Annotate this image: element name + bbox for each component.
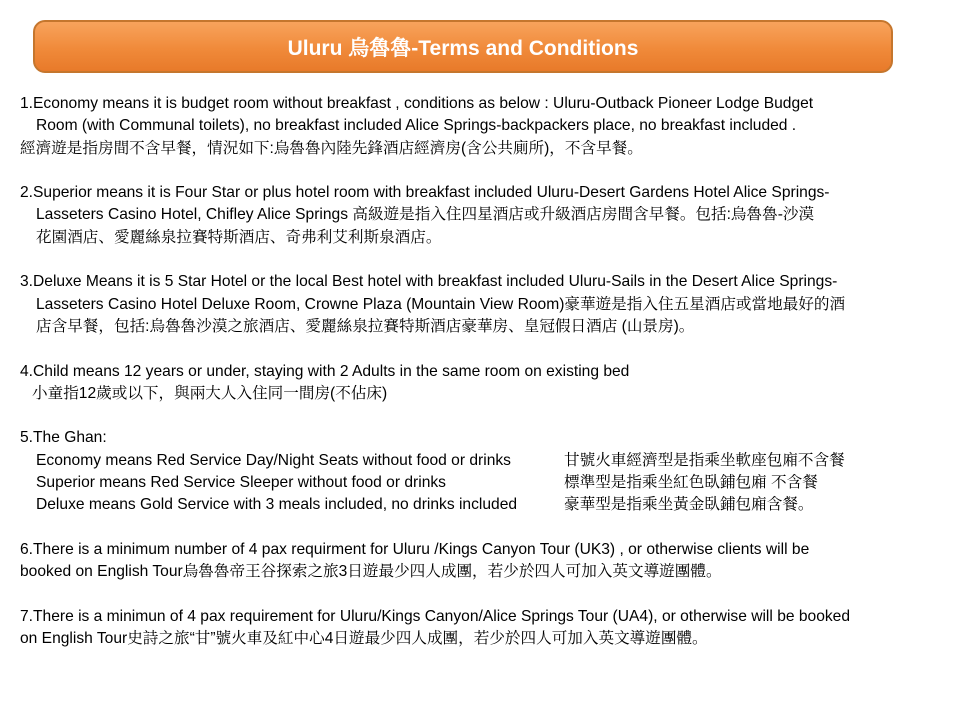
ghan-en: Deluxe means Gold Service with 3 meals included, no drinks included [36, 496, 518, 514]
term-line: booked on English Tour烏魯魯帝王谷探索之旅3日遊最少四人成團，若少於四人可加入英文導遊團體。 [20, 563, 722, 581]
term-item-economy [20, 93, 940, 160]
term-line: 6.There is a minimum number of 4 pax requirment for Uluru /Kings Canyon Tour (UK3) , or otherwise clients will be [20, 540, 810, 558]
term-item-deluxe [20, 271, 940, 338]
term-line-zh: 小童指12歲或以下，與兩大人入住同一間房(不佔床) [32, 384, 388, 402]
term-line: 2.Superior means it is Four Star or plus hotel room with breakfast included Uluru-Desert Gardens Hotel Alice Springs- [20, 184, 830, 202]
ghan-row-economy [20, 450, 940, 472]
term-item-child [20, 361, 940, 406]
ghan-en: Economy means Red Service Day/Night Seats without food or drinks [36, 451, 511, 469]
term-line-zh: 花園酒店、愛麗絲泉拉賽特斯酒店、奇弗利艾利斯泉酒店。 [36, 228, 442, 246]
term-line-zh: 店含早餐，包括:烏魯魯沙漠之旅酒店、愛麗絲泉拉賽特斯酒店豪華房、皇冠假日酒店 (山景房)。 [36, 317, 695, 335]
term-item-ua4-minimum [20, 606, 940, 651]
term-line: on English Tour史詩之旅“甘”號火車及紅中心4日遊最少四人成團，若少於四人可加入英文導遊團體。 [20, 630, 708, 648]
terms-list [20, 93, 940, 650]
term-line: Room (with Communal toilets), no breakfast included Alice Springs-backpackers place, no breakfast included . [36, 117, 797, 135]
term-heading: 5.The Ghan: [20, 429, 107, 447]
ghan-zh: 標準型是指乘坐紅色臥鋪包廂 不含餐 [564, 474, 818, 492]
term-line: 1.Economy means it is budget room without breakfast , conditions as below : Uluru-Outback Pioneer Lodge Budget [20, 95, 814, 112]
term-line: Lasseters Casino Hotel Deluxe Room, Crowne Plaza (Mountain View Room)豪華遊是指入住五星酒店或當地最好的酒 [36, 295, 846, 313]
page-title: Uluru 烏魯魯-Terms and Conditions [287, 36, 639, 60]
ghan-zh: 豪華型是指乘坐黃金臥鋪包廂含餐。 [564, 496, 814, 514]
ghan-en: Superior means Red Service Sleeper without food or drinks [36, 474, 446, 492]
term-line: 7.There is a minimun of 4 pax requirement for Uluru/Kings Canyon/Alice Springs Tour (UA4), or otherwise will be booked [20, 607, 851, 625]
ghan-zh: 甘號火車經濟型是指乘坐軟座包廂不含餐 [564, 451, 845, 469]
term-item-ghan [20, 427, 940, 516]
ghan-row-deluxe [20, 494, 940, 516]
term-item-superior [20, 182, 940, 249]
term-line-zh: 經濟遊是指房間不含早餐，情況如下:烏魯魯內陸先鋒酒店經濟房(含公共廁所)，不含早餐。 [20, 139, 643, 157]
title-banner [33, 20, 893, 73]
term-item-uk3-minimum [20, 539, 940, 584]
term-line: Lasseters Casino Hotel, Chifley Alice Springs 高級遊是指入住四星酒店或升級酒店房間含早餐。包括:烏魯魯-沙漠 [36, 206, 815, 224]
term-line: 4.Child means 12 years or under, staying with 2 Adults in the same room on existing bed [20, 362, 630, 380]
ghan-row-superior [20, 472, 940, 494]
term-line: 3.Deluxe Means it is 5 Star Hotel or the local Best hotel with breakfast included Uluru-Sails in the Desert Alice Springs- [20, 273, 838, 291]
